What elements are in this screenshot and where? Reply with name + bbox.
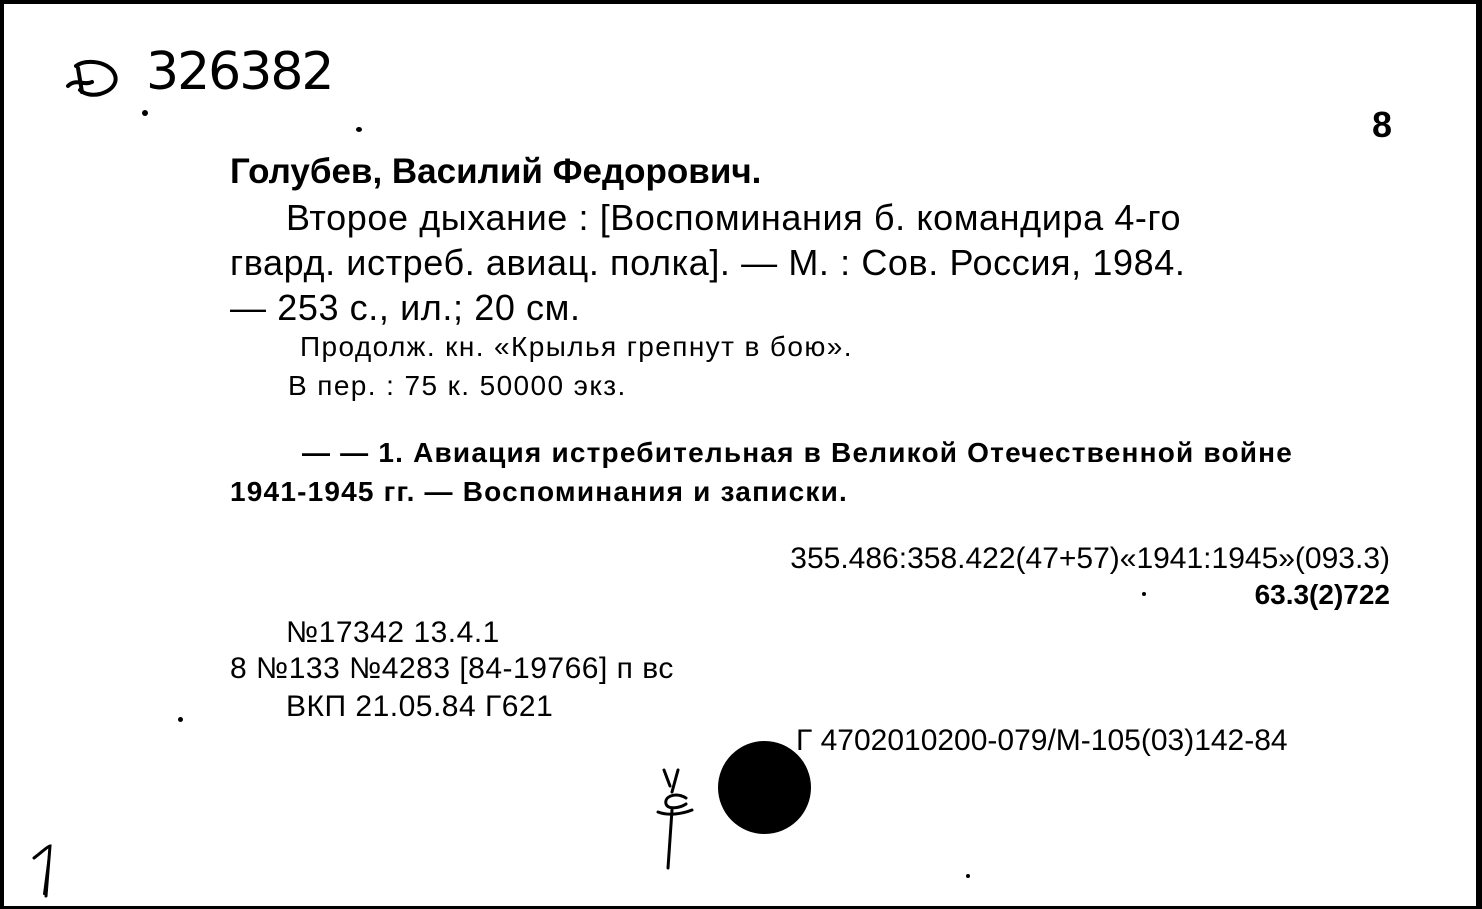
subject-heading: — — 1. Авиация истребительная в Великой Отечественной войне <box>302 437 1294 468</box>
subject-heading: 1941-1945 гг. — Воспоминания и записки. <box>230 476 848 507</box>
ink-speck <box>178 717 183 722</box>
title-line: Второе дыхание : [Воспоминания б. командира 4-го <box>286 197 1182 238</box>
series-note: Продолж. кн. «Крылья грепнут в бою». <box>300 331 853 362</box>
price-print-run: В пер. : 75 к. 50000 экз. <box>288 370 627 401</box>
author-heading: Голубев, Василий Федорович. <box>230 152 762 191</box>
handwritten-one-icon <box>28 842 62 898</box>
ink-speck <box>142 110 148 116</box>
publisher-code: Г 4702010200-079/М-105(03)142-84 <box>796 724 1288 757</box>
udc-classification: 355.486:358.422(47+57)«1941:1945»(093.3) <box>790 542 1390 575</box>
catalog-line: ВКП 21.05.84 Г621 <box>286 690 554 723</box>
handwritten-initials-icon <box>652 764 702 872</box>
punch-hole <box>718 741 811 834</box>
ink-speck <box>356 127 362 132</box>
bbk-classification: 63.3(2)722 <box>1254 579 1390 610</box>
title-line: — 253 с., ил.; 20 см. <box>230 287 581 328</box>
ink-speck <box>966 874 970 878</box>
ink-speck <box>1142 592 1146 596</box>
handwritten-d-mark-icon <box>62 56 126 104</box>
card-number: 326382 <box>146 42 333 102</box>
catalog-line: №17342 13.4.1 <box>286 616 500 649</box>
page-number: 8 <box>1371 104 1392 145</box>
title-line: гвард. истреб. авиац. полка]. — М. : Сов. Россия, 1984. <box>230 242 1186 283</box>
catalog-line: 8 №133 №4283 [84-19766] п вс <box>230 652 674 685</box>
